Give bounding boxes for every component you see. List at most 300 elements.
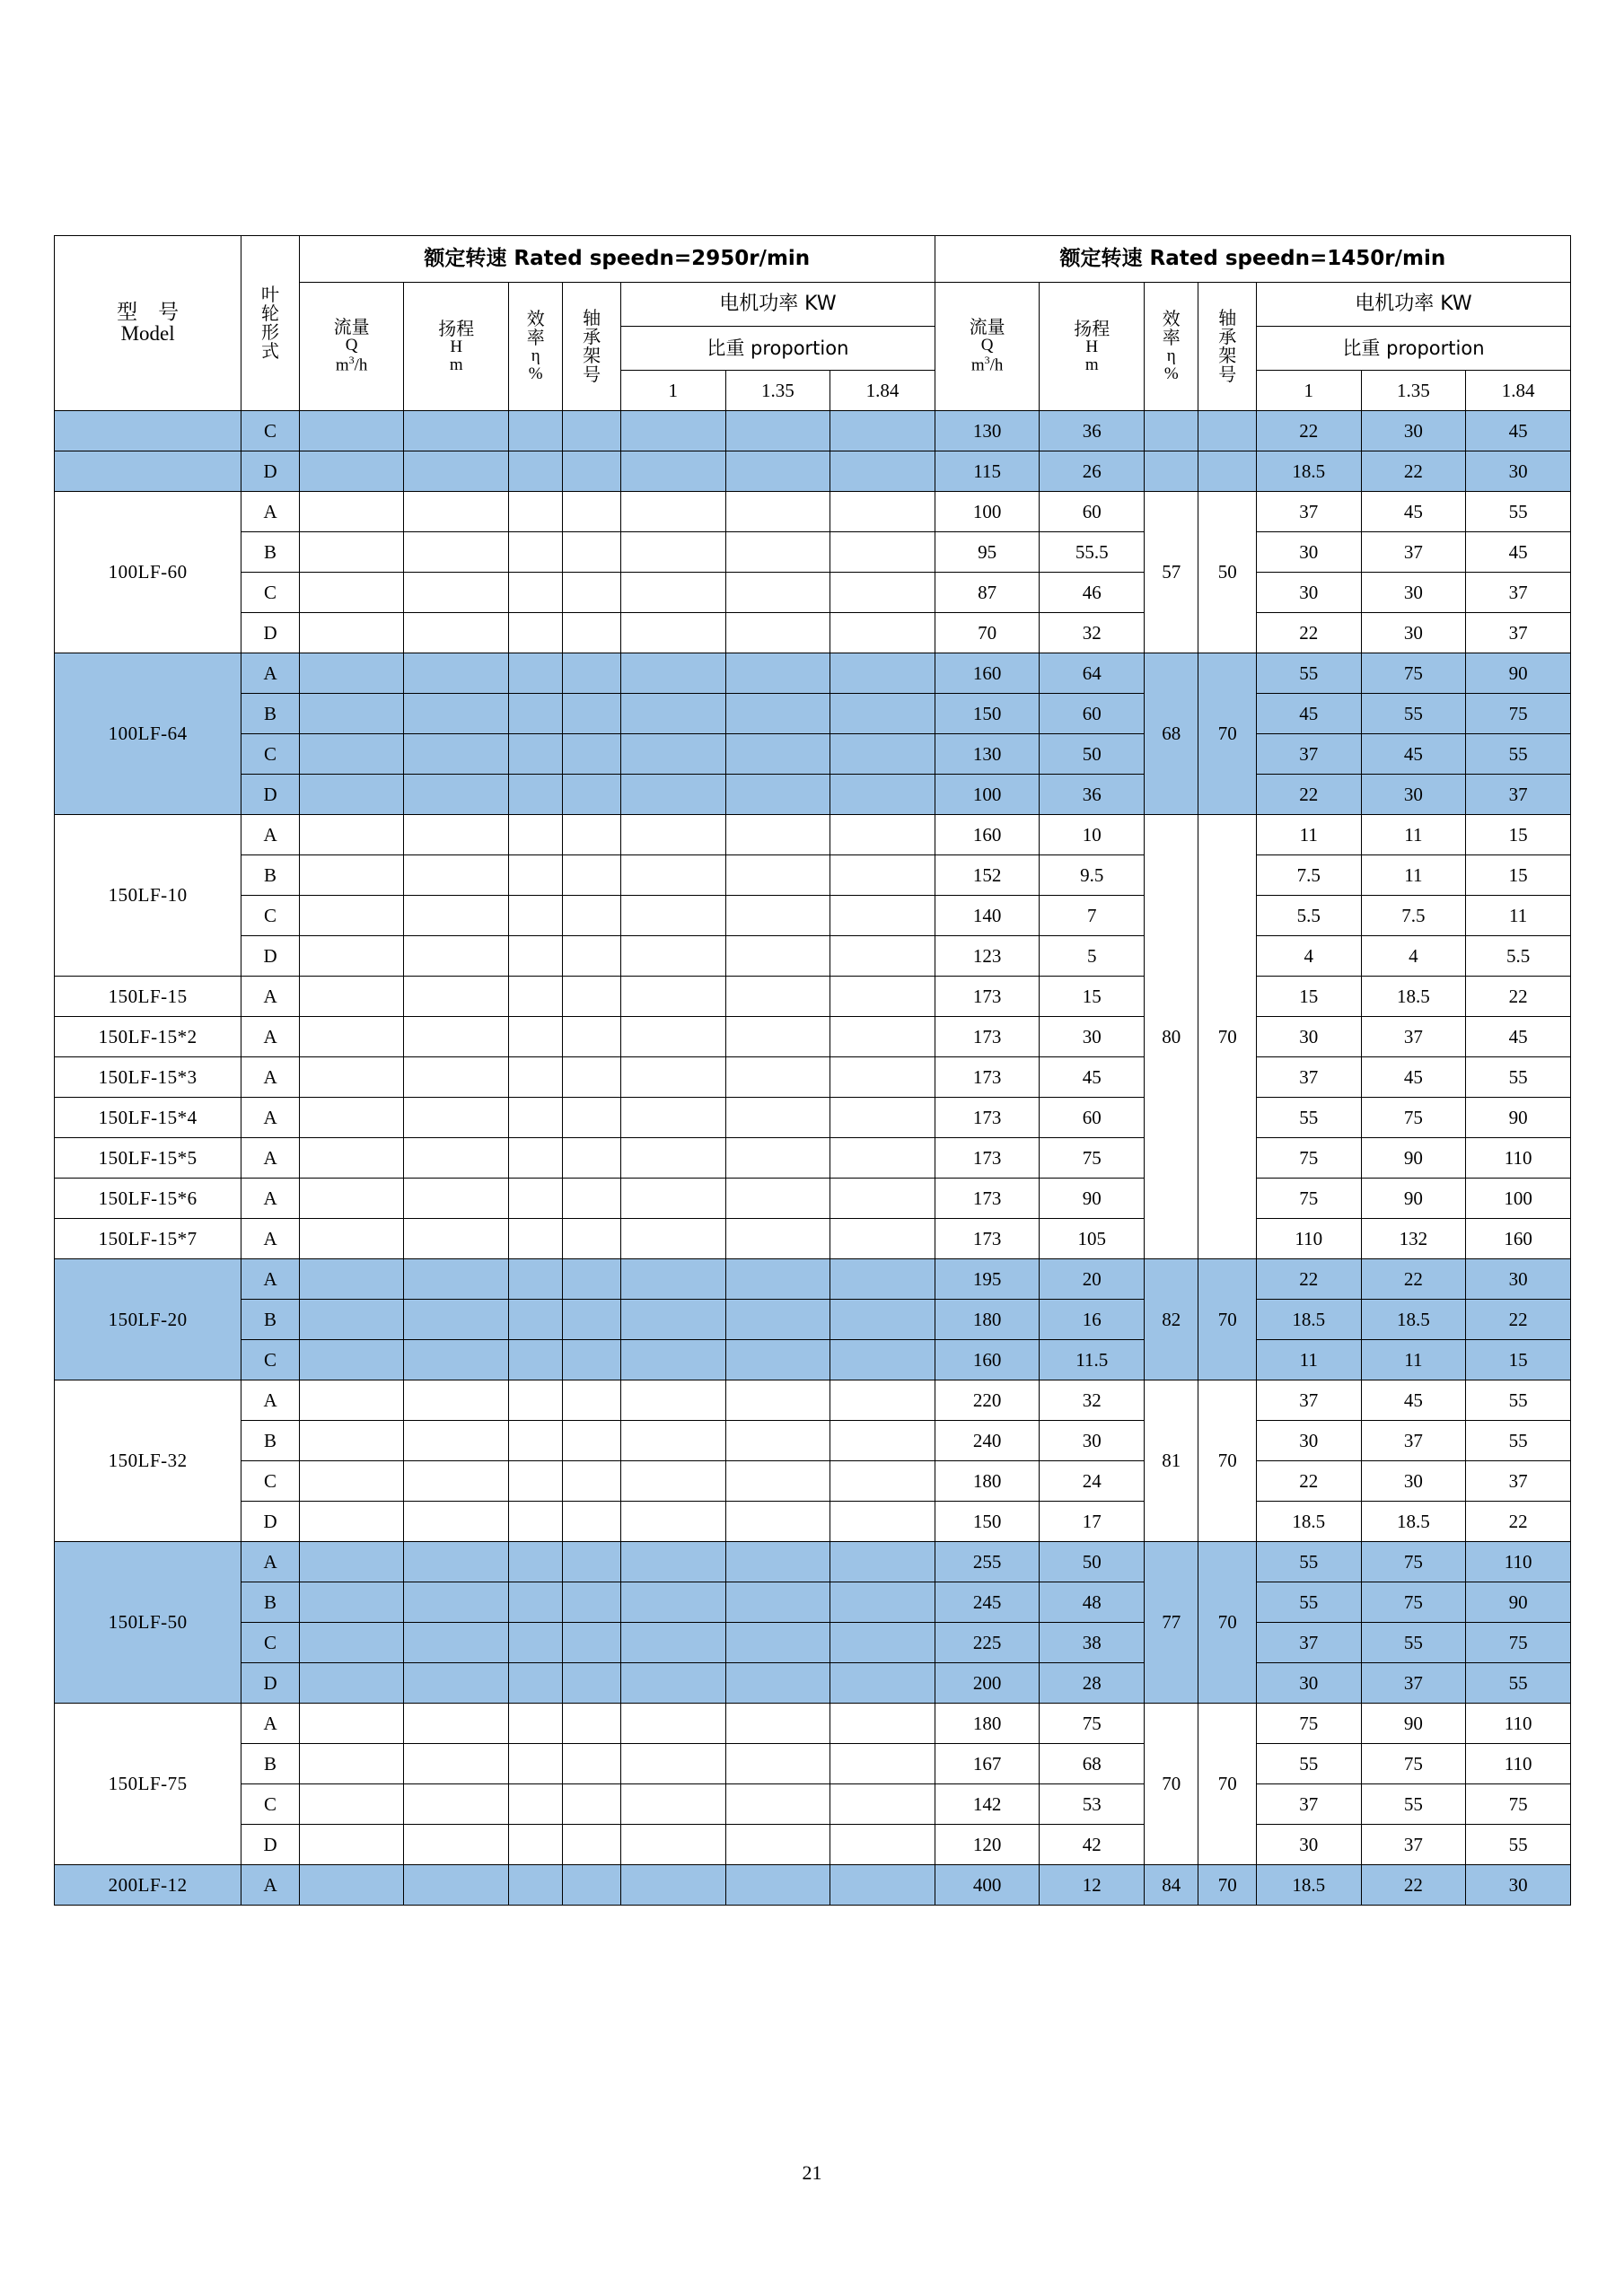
- table-row: [55, 1300, 1571, 1340]
- header-proportion-2950: 比重 proportion: [620, 327, 935, 371]
- cell-impeller-type: A: [241, 653, 300, 694]
- header-bearing-2950: 轴 承 架 号: [563, 283, 621, 411]
- cell-q50: [299, 1098, 404, 1138]
- pump-spec-table-container: [54, 235, 1571, 1906]
- cell-power-prop184-1450: 55: [1466, 1825, 1571, 1865]
- cell-p50_184: [830, 977, 935, 1017]
- cell-brg50: [563, 1784, 621, 1825]
- cell-model: 150LF-10: [55, 815, 241, 977]
- cell-h50: [404, 1179, 509, 1219]
- cell-impeller-type: B: [241, 694, 300, 734]
- cell-power-prop184-1450: 75: [1466, 1784, 1571, 1825]
- table-row: [55, 1663, 1571, 1704]
- cell-flow-1450: 173: [935, 977, 1040, 1017]
- table-body: [55, 411, 1571, 1906]
- cell-brg50: [563, 1259, 621, 1300]
- cell-eff50: [509, 936, 563, 977]
- cell-power-prop184-1450: 110: [1466, 1744, 1571, 1784]
- header-flow-1450: [935, 283, 1040, 411]
- cell-eff50: [509, 855, 563, 896]
- cell-q50: [299, 855, 404, 896]
- cell-flow-1450: 400: [935, 1865, 1040, 1906]
- cell-head-1450: 60: [1040, 694, 1145, 734]
- cell-q50: [299, 532, 404, 573]
- cell-power-prop1-1450: 30: [1256, 1825, 1361, 1865]
- cell-flow-1450: 130: [935, 734, 1040, 775]
- cell-q50: [299, 1219, 404, 1259]
- cell-eff50: [509, 1380, 563, 1421]
- cell-h50: [404, 1219, 509, 1259]
- cell-p50_1: [620, 1542, 725, 1582]
- cell-impeller-type: B: [241, 1744, 300, 1784]
- cell-p50_184: [830, 1057, 935, 1098]
- header-flow-symbol-1450: Q: [980, 336, 994, 355]
- cell-p50_135: [725, 896, 830, 936]
- table-row: [55, 1179, 1571, 1219]
- cell-head-1450: 45: [1040, 1057, 1145, 1098]
- table-row: [55, 1704, 1571, 1744]
- cell-p50_135: [725, 1784, 830, 1825]
- cell-power-prop135-1450: 7.5: [1361, 896, 1466, 936]
- table-row: [55, 532, 1571, 573]
- cell-power-prop184-1450: 55: [1466, 1380, 1571, 1421]
- header-flow-label-2950: 流量: [333, 316, 370, 338]
- cell-impeller-type: A: [241, 1179, 300, 1219]
- cell-q50: [299, 1259, 404, 1300]
- cell-power-prop1-1450: 110: [1256, 1219, 1361, 1259]
- cell-p50_135: [725, 1259, 830, 1300]
- cell-power-prop184-1450: 30: [1466, 1865, 1571, 1906]
- cell-p50_1: [620, 1340, 725, 1380]
- cell-flow-1450: 95: [935, 532, 1040, 573]
- cell-q50: [299, 1340, 404, 1380]
- cell-impeller-type: A: [241, 1138, 300, 1179]
- cell-brg50: [563, 1825, 621, 1865]
- cell-power-prop184-1450: 15: [1466, 855, 1571, 896]
- cell-q50: [299, 936, 404, 977]
- cell-p50_1: [620, 1098, 725, 1138]
- cell-head-1450: 36: [1040, 411, 1145, 451]
- cell-brg50: [563, 896, 621, 936]
- cell-power-prop135-1450: 75: [1361, 1582, 1466, 1623]
- cell-impeller-type: A: [241, 1219, 300, 1259]
- cell-power-prop1-1450: 37: [1256, 1784, 1361, 1825]
- pump-spec-table: [54, 235, 1571, 1906]
- cell-brg50: [563, 1340, 621, 1380]
- cell-power-prop135-1450: 45: [1361, 734, 1466, 775]
- cell-model: 200LF-12: [55, 1865, 241, 1906]
- cell-eff50: [509, 613, 563, 653]
- cell-q50: [299, 1623, 404, 1663]
- cell-p50_135: [725, 1582, 830, 1623]
- cell-h50: [404, 1461, 509, 1502]
- cell-h50: [404, 1017, 509, 1057]
- cell-head-1450: 7: [1040, 896, 1145, 936]
- cell-power-prop135-1450: 30: [1361, 573, 1466, 613]
- cell-q50: [299, 573, 404, 613]
- cell-p50_135: [725, 1057, 830, 1098]
- cell-bearing-1450: [1198, 451, 1257, 492]
- cell-h50: [404, 1057, 509, 1098]
- cell-p50_184: [830, 1340, 935, 1380]
- cell-p50_1: [620, 653, 725, 694]
- cell-brg50: [563, 734, 621, 775]
- cell-eff50: [509, 1663, 563, 1704]
- cell-power-prop135-1450: 22: [1361, 1865, 1466, 1906]
- header-head-1450: [1040, 283, 1145, 411]
- cell-p50_135: [725, 532, 830, 573]
- cell-impeller-type: C: [241, 734, 300, 775]
- cell-power-prop1-1450: 5.5: [1256, 896, 1361, 936]
- cell-flow-1450: 180: [935, 1461, 1040, 1502]
- cell-efficiency-1450: 70: [1145, 1704, 1198, 1865]
- cell-impeller-type: D: [241, 1502, 300, 1542]
- cell-head-1450: 11.5: [1040, 1340, 1145, 1380]
- header-prop-1-2950: 1: [620, 371, 725, 411]
- cell-head-1450: 12: [1040, 1865, 1145, 1906]
- cell-head-1450: 53: [1040, 1784, 1145, 1825]
- cell-h50: [404, 815, 509, 855]
- cell-eff50: [509, 815, 563, 855]
- cell-q50: [299, 1784, 404, 1825]
- cell-power-prop1-1450: 75: [1256, 1704, 1361, 1744]
- cell-p50_135: [725, 977, 830, 1017]
- cell-bearing-1450: 50: [1198, 492, 1257, 653]
- cell-head-1450: 105: [1040, 1219, 1145, 1259]
- cell-power-prop184-1450: 37: [1466, 613, 1571, 653]
- cell-brg50: [563, 1744, 621, 1784]
- cell-eff50: [509, 1017, 563, 1057]
- cell-power-prop135-1450: 18.5: [1361, 1300, 1466, 1340]
- cell-flow-1450: 173: [935, 1017, 1040, 1057]
- cell-impeller-type: A: [241, 1704, 300, 1744]
- cell-h50: [404, 451, 509, 492]
- cell-q50: [299, 694, 404, 734]
- cell-power-prop135-1450: 37: [1361, 1663, 1466, 1704]
- table-row: [55, 1421, 1571, 1461]
- cell-p50_184: [830, 411, 935, 451]
- cell-eff50: [509, 1259, 563, 1300]
- cell-power-prop1-1450: 55: [1256, 1542, 1361, 1582]
- cell-q50: [299, 653, 404, 694]
- table-row: [55, 1057, 1571, 1098]
- cell-h50: [404, 1098, 509, 1138]
- cell-q50: [299, 1582, 404, 1623]
- cell-eff50: [509, 1825, 563, 1865]
- cell-p50_184: [830, 451, 935, 492]
- cell-power-prop135-1450: 37: [1361, 1825, 1466, 1865]
- cell-power-prop1-1450: 7.5: [1256, 855, 1361, 896]
- cell-power-prop135-1450: 11: [1361, 1340, 1466, 1380]
- cell-p50_184: [830, 1421, 935, 1461]
- cell-power-prop135-1450: 55: [1361, 1784, 1466, 1825]
- cell-h50: [404, 573, 509, 613]
- cell-q50: [299, 734, 404, 775]
- cell-brg50: [563, 532, 621, 573]
- cell-p50_135: [725, 492, 830, 532]
- cell-q50: [299, 1744, 404, 1784]
- cell-power-prop184-1450: 100: [1466, 1179, 1571, 1219]
- cell-p50_135: [725, 573, 830, 613]
- cell-brg50: [563, 1057, 621, 1098]
- cell-power-prop1-1450: 37: [1256, 1057, 1361, 1098]
- cell-power-prop184-1450: 55: [1466, 1663, 1571, 1704]
- cell-head-1450: 17: [1040, 1502, 1145, 1542]
- cell-brg50: [563, 1542, 621, 1582]
- cell-h50: [404, 613, 509, 653]
- cell-impeller-type: A: [241, 1057, 300, 1098]
- cell-power-prop135-1450: 18.5: [1361, 1502, 1466, 1542]
- cell-eff50: [509, 977, 563, 1017]
- header-model-cn: 型 号: [117, 300, 180, 324]
- cell-q50: [299, 1017, 404, 1057]
- cell-p50_135: [725, 613, 830, 653]
- cell-eff50: [509, 1421, 563, 1461]
- cell-impeller-type: B: [241, 855, 300, 896]
- cell-power-prop1-1450: 18.5: [1256, 1502, 1361, 1542]
- cell-efficiency-1450: [1145, 451, 1198, 492]
- cell-eff50: [509, 896, 563, 936]
- table-row: [55, 1744, 1571, 1784]
- cell-flow-1450: 173: [935, 1098, 1040, 1138]
- cell-h50: [404, 1825, 509, 1865]
- cell-flow-1450: 173: [935, 1219, 1040, 1259]
- cell-power-prop1-1450: 30: [1256, 532, 1361, 573]
- cell-model: 100LF-64: [55, 653, 241, 815]
- cell-power-prop1-1450: 45: [1256, 694, 1361, 734]
- cell-model: 150LF-15*2: [55, 1017, 241, 1057]
- cell-eff50: [509, 1582, 563, 1623]
- cell-brg50: [563, 1502, 621, 1542]
- cell-p50_184: [830, 1219, 935, 1259]
- cell-power-prop184-1450: 37: [1466, 775, 1571, 815]
- cell-power-prop1-1450: 75: [1256, 1138, 1361, 1179]
- cell-power-prop1-1450: 37: [1256, 492, 1361, 532]
- cell-power-prop184-1450: 15: [1466, 815, 1571, 855]
- cell-power-prop1-1450: 30: [1256, 1017, 1361, 1057]
- cell-impeller-type: C: [241, 1340, 300, 1380]
- cell-head-1450: 90: [1040, 1179, 1145, 1219]
- cell-flow-1450: 160: [935, 653, 1040, 694]
- cell-p50_1: [620, 411, 725, 451]
- cell-impeller-type: A: [241, 1259, 300, 1300]
- cell-h50: [404, 1340, 509, 1380]
- cell-power-prop135-1450: 30: [1361, 1461, 1466, 1502]
- table-row: [55, 1461, 1571, 1502]
- cell-p50_184: [830, 1704, 935, 1744]
- cell-brg50: [563, 411, 621, 451]
- cell-p50_1: [620, 1784, 725, 1825]
- cell-brg50: [563, 1098, 621, 1138]
- cell-p50_184: [830, 815, 935, 855]
- cell-q50: [299, 1057, 404, 1098]
- cell-power-prop135-1450: 90: [1361, 1138, 1466, 1179]
- header-head-symbol-2950: H: [450, 337, 463, 356]
- cell-flow-1450: 150: [935, 694, 1040, 734]
- cell-p50_1: [620, 936, 725, 977]
- cell-head-1450: 9.5: [1040, 855, 1145, 896]
- cell-q50: [299, 1179, 404, 1219]
- cell-p50_135: [725, 855, 830, 896]
- cell-impeller-type: A: [241, 977, 300, 1017]
- cell-power-prop1-1450: 75: [1256, 1179, 1361, 1219]
- table-row: [55, 1825, 1571, 1865]
- table-row: [55, 613, 1571, 653]
- cell-flow-1450: 245: [935, 1582, 1040, 1623]
- cell-p50_184: [830, 1461, 935, 1502]
- cell-model: [55, 411, 241, 451]
- cell-p50_135: [725, 1744, 830, 1784]
- cell-brg50: [563, 451, 621, 492]
- cell-p50_135: [725, 936, 830, 977]
- cell-p50_1: [620, 896, 725, 936]
- cell-p50_135: [725, 411, 830, 451]
- cell-p50_184: [830, 1098, 935, 1138]
- cell-power-prop1-1450: 15: [1256, 977, 1361, 1017]
- cell-head-1450: 42: [1040, 1825, 1145, 1865]
- cell-impeller-type: D: [241, 1825, 300, 1865]
- cell-p50_184: [830, 936, 935, 977]
- cell-brg50: [563, 1138, 621, 1179]
- cell-power-prop1-1450: 18.5: [1256, 451, 1361, 492]
- cell-model: 150LF-15*5: [55, 1138, 241, 1179]
- cell-power-prop1-1450: 30: [1256, 1421, 1361, 1461]
- cell-p50_184: [830, 1542, 935, 1582]
- cell-h50: [404, 1582, 509, 1623]
- cell-p50_135: [725, 694, 830, 734]
- cell-power-prop135-1450: 75: [1361, 1542, 1466, 1582]
- cell-brg50: [563, 1179, 621, 1219]
- cell-eff50: [509, 1219, 563, 1259]
- cell-eff50: [509, 1704, 563, 1744]
- cell-model: 150LF-15*3: [55, 1057, 241, 1098]
- cell-impeller-type: A: [241, 1542, 300, 1582]
- cell-power-prop135-1450: 22: [1361, 451, 1466, 492]
- cell-eff50: [509, 451, 563, 492]
- cell-power-prop1-1450: 37: [1256, 734, 1361, 775]
- cell-impeller-type: A: [241, 1017, 300, 1057]
- cell-p50_1: [620, 1865, 725, 1906]
- cell-p50_1: [620, 1663, 725, 1704]
- cell-model: 150LF-32: [55, 1380, 241, 1542]
- cell-p50_135: [725, 1179, 830, 1219]
- cell-flow-1450: 142: [935, 1784, 1040, 1825]
- cell-p50_1: [620, 1744, 725, 1784]
- cell-h50: [404, 1663, 509, 1704]
- cell-power-prop184-1450: 90: [1466, 653, 1571, 694]
- cell-p50_135: [725, 1542, 830, 1582]
- header-prop-135-2950: 1.35: [725, 371, 830, 411]
- cell-q50: [299, 1300, 404, 1340]
- cell-eff50: [509, 1623, 563, 1663]
- cell-p50_184: [830, 734, 935, 775]
- cell-impeller-type: B: [241, 532, 300, 573]
- cell-impeller-type: A: [241, 815, 300, 855]
- cell-p50_184: [830, 855, 935, 896]
- cell-q50: [299, 613, 404, 653]
- cell-brg50: [563, 1421, 621, 1461]
- cell-impeller-type: C: [241, 573, 300, 613]
- cell-bearing-1450: [1198, 411, 1257, 451]
- cell-q50: [299, 1663, 404, 1704]
- cell-power-prop184-1450: 55: [1466, 734, 1571, 775]
- cell-eff50: [509, 411, 563, 451]
- header-row-speed: [55, 236, 1571, 283]
- cell-p50_135: [725, 1623, 830, 1663]
- cell-p50_135: [725, 1865, 830, 1906]
- cell-p50_1: [620, 1219, 725, 1259]
- cell-flow-1450: 195: [935, 1259, 1040, 1300]
- header-eff-symbol-2950: η: [531, 346, 540, 366]
- cell-p50_1: [620, 1300, 725, 1340]
- cell-brg50: [563, 1461, 621, 1502]
- header-eff-unit-1450: %: [1163, 364, 1179, 383]
- header-head-label-2950: 扬程: [438, 317, 475, 339]
- cell-h50: [404, 855, 509, 896]
- cell-power-prop184-1450: 15: [1466, 1340, 1571, 1380]
- cell-head-1450: 30: [1040, 1017, 1145, 1057]
- cell-power-prop184-1450: 5.5: [1466, 936, 1571, 977]
- cell-q50: [299, 411, 404, 451]
- cell-power-prop1-1450: 18.5: [1256, 1865, 1361, 1906]
- cell-power-prop184-1450: 22: [1466, 977, 1571, 1017]
- header-head-symbol-1450: H: [1085, 337, 1099, 356]
- cell-q50: [299, 451, 404, 492]
- cell-power-prop184-1450: 30: [1466, 451, 1571, 492]
- header-model: [55, 236, 241, 411]
- cell-p50_135: [725, 653, 830, 694]
- cell-power-prop1-1450: 30: [1256, 573, 1361, 613]
- cell-impeller-type: D: [241, 1663, 300, 1704]
- cell-p50_135: [725, 1219, 830, 1259]
- header-motor-power-2950: 电机功率 KW: [620, 283, 935, 327]
- cell-flow-1450: 87: [935, 573, 1040, 613]
- cell-p50_1: [620, 977, 725, 1017]
- cell-impeller-type: D: [241, 936, 300, 977]
- table-row: [55, 1865, 1571, 1906]
- table-row: [55, 977, 1571, 1017]
- header-flow-symbol-2950: Q: [345, 336, 358, 355]
- cell-bearing-1450: 70: [1198, 1542, 1257, 1704]
- cell-brg50: [563, 1663, 621, 1704]
- cell-impeller-type: D: [241, 613, 300, 653]
- cell-power-prop135-1450: 132: [1361, 1219, 1466, 1259]
- cell-h50: [404, 1259, 509, 1300]
- cell-power-prop1-1450: 22: [1256, 775, 1361, 815]
- cell-power-prop135-1450: 75: [1361, 1744, 1466, 1784]
- cell-h50: [404, 532, 509, 573]
- cell-flow-1450: 120: [935, 1825, 1040, 1865]
- table-row: [55, 1542, 1571, 1582]
- cell-p50_184: [830, 613, 935, 653]
- cell-brg50: [563, 694, 621, 734]
- cell-p50_135: [725, 1098, 830, 1138]
- cell-p50_184: [830, 1623, 935, 1663]
- cell-eff50: [509, 1138, 563, 1179]
- cell-efficiency-1450: 84: [1145, 1865, 1198, 1906]
- cell-model: 150LF-75: [55, 1704, 241, 1865]
- header-head-label-1450: 扬程: [1074, 317, 1110, 339]
- cell-p50_184: [830, 775, 935, 815]
- cell-p50_1: [620, 532, 725, 573]
- cell-eff50: [509, 1057, 563, 1098]
- cell-eff50: [509, 532, 563, 573]
- cell-power-prop184-1450: 22: [1466, 1300, 1571, 1340]
- cell-power-prop1-1450: 55: [1256, 653, 1361, 694]
- cell-p50_135: [725, 815, 830, 855]
- cell-eff50: [509, 1502, 563, 1542]
- table-row: [55, 1138, 1571, 1179]
